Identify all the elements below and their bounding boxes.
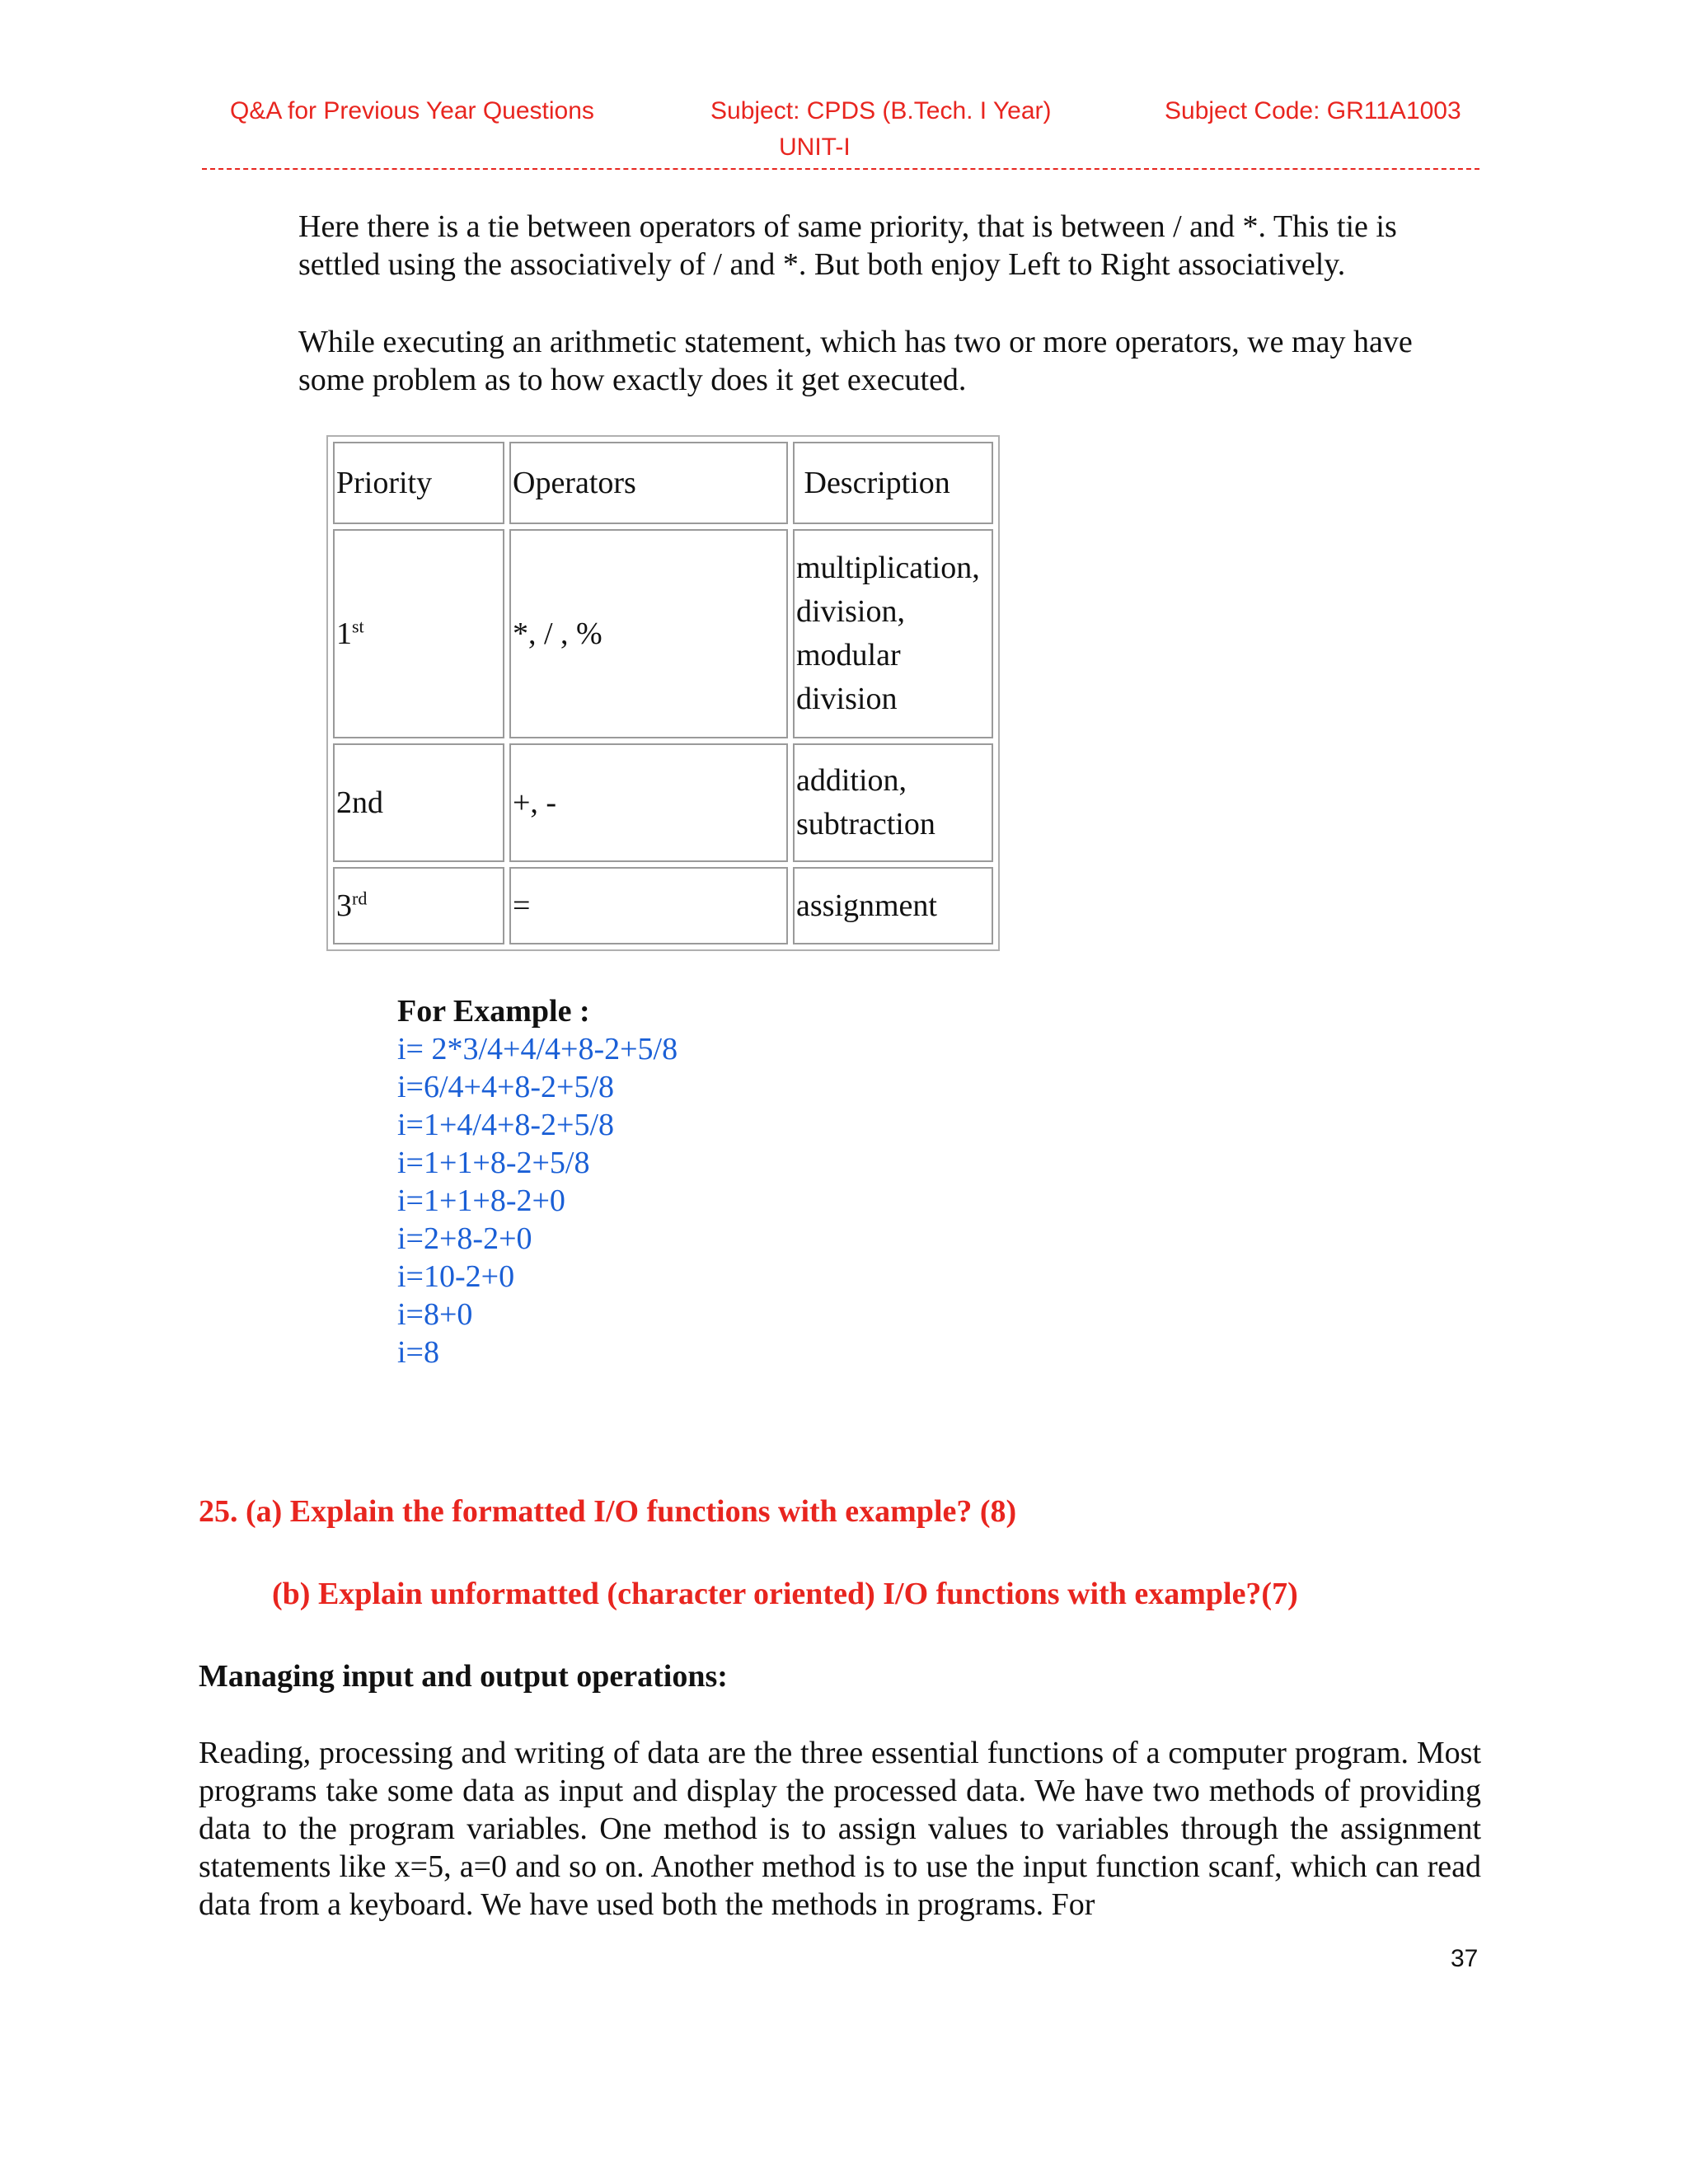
table-cell-description: [793, 743, 993, 862]
header-left: Q&A for Previous Year Questions: [230, 97, 594, 124]
table-cell-priority: 2nd: [333, 743, 504, 862]
page-header: [0, 97, 1688, 163]
description-line: addition,: [796, 763, 907, 798]
section-body: Reading, processing and writing of data are the three essential functions of a computer program. Most programs take some data as input and display the processed data. We have two methods of providing data to the program variables. One method is to assign values to variables through the assignment statements like x=5, a=0 and so on. Another method is to use the input function scanf, which can read data from a keyboard. We have used both the methods in programs. For: [199, 1736, 1481, 1922]
header-unit: UNIT-I: [779, 134, 851, 161]
table-header-label: Description: [804, 465, 950, 500]
example-block: [397, 992, 678, 1371]
paragraph-executing: While executing an arithmetic statement, which has two or more operators, we may have some problem as to how exactly does it get executed.: [298, 325, 1413, 397]
table-row: [333, 867, 993, 944]
paragraph-tie: Here there is a tie between operators of same priority, that is between / and *. This tie is settled using the associatively of / and *. But both enjoy Left to Right associatively.: [298, 209, 1397, 282]
priority-suffix: st: [352, 615, 364, 636]
example-line: i=2+8-2+0: [397, 1221, 532, 1256]
priority-suffix: rd: [352, 887, 368, 908]
description-line: assignment: [796, 888, 937, 923]
table-row: [333, 743, 993, 862]
description-line: multiplication,: [796, 551, 980, 585]
priority-number: 3: [336, 888, 352, 923]
section-heading: Managing input and output operations:: [199, 1659, 728, 1694]
example-line: i= 2*3/4+4/4+8-2+5/8: [397, 1032, 678, 1066]
example-line: i=1+1+8-2+0: [397, 1183, 565, 1218]
example-line: i=1+4/4+8-2+5/8: [397, 1108, 615, 1142]
header-subject: Subject: CPDS (B.Tech. I Year): [710, 97, 1052, 124]
table-cell-description: [793, 867, 993, 944]
description-line: subtraction: [796, 807, 935, 841]
table-cell-priority: [333, 867, 504, 944]
table-row: [333, 529, 993, 738]
example-line: i=6/4+4+8-2+5/8: [397, 1070, 615, 1104]
example-line: i=10-2+0: [397, 1259, 515, 1294]
table-cell-description: [793, 529, 993, 738]
page-number: 37: [1451, 1945, 1479, 1972]
table-header-row: [333, 442, 993, 524]
example-title: For Example :: [397, 994, 590, 1029]
table-cell-operators: +, -: [509, 743, 788, 862]
question-25b: (b) Explain unformatted (character oriented) I/O functions with example?(7): [272, 1577, 1298, 1611]
table-cell-operators: =: [509, 867, 788, 944]
description-line: modular: [796, 638, 901, 673]
example-line: i=8+0: [397, 1297, 473, 1332]
description-line: division,: [796, 594, 905, 629]
header-divider: [202, 168, 1479, 170]
table-header-cell: Operators: [509, 442, 788, 524]
priority-number: 1: [336, 616, 352, 651]
description-line: division: [796, 682, 898, 716]
example-line: i=8: [397, 1335, 439, 1370]
table-cell-priority: [333, 529, 504, 738]
table-header-cell: Priority: [333, 442, 504, 524]
operator-priority-table: [326, 435, 1000, 951]
example-line: i=1+1+8-2+5/8: [397, 1146, 590, 1180]
table-header-cell: [793, 442, 993, 524]
table-cell-operators: *, / , %: [509, 529, 788, 738]
question-25a: 25. (a) Explain the formatted I/O functions with example? (8): [199, 1494, 1017, 1529]
header-subject-code: Subject Code: GR11A1003: [1165, 97, 1461, 124]
